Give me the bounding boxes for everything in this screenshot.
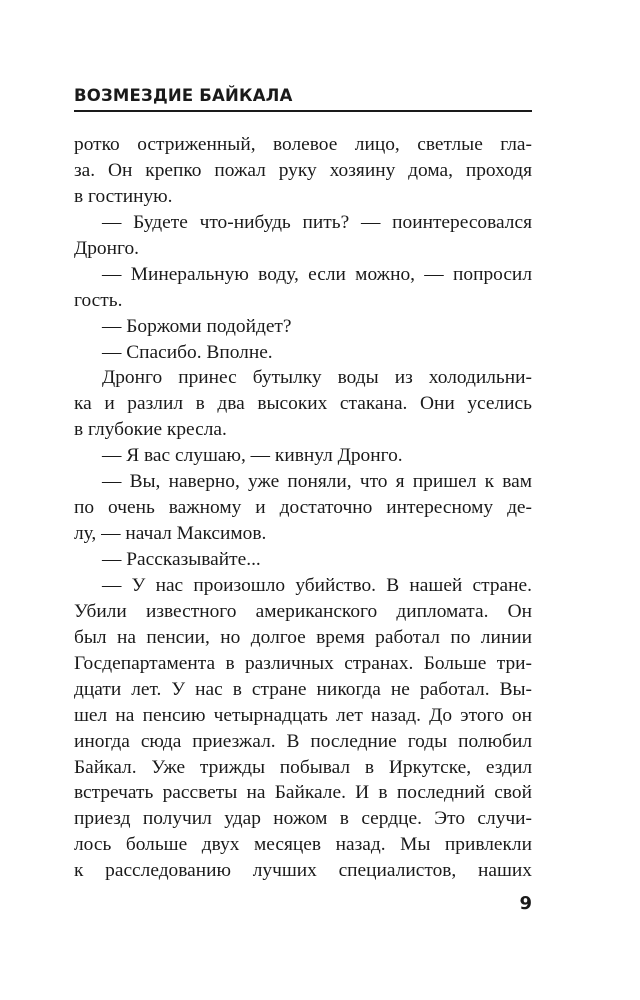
text-line: — Вы, наверно, уже поняли, что я пришел к вам [102,471,532,493]
body-text [74,132,532,884]
text-line: лу, — начал Максимов. [74,523,267,545]
text-line: — Спасибо. Вполне. [102,341,273,363]
text-line: встречать рассветы на Байкале. И в последний свой [74,782,532,804]
text-line: Убили известного американского дипломата. Он [74,600,532,622]
text-line: Дронго принес бутылку воды из холодильни- [102,367,532,389]
text-line: ротко остриженный, волевое лицо, светлые гла- [74,134,532,155]
text-line: лось больше двух месяцев назад. Мы привлекли [74,834,532,856]
text-line: Дронго. [74,237,140,259]
text-line: по очень важному и достаточно интересному де- [74,497,532,519]
text-line: Госдепартамента в различных странах. Больше три- [74,652,532,674]
text-line: приезд получил удар ножом в сердце. Это случи- [74,808,532,830]
text-line: к расследованию лучших специалистов, наших [74,860,532,882]
text-line: ка и разлил в два высоких стакана. Они уселись [74,393,532,415]
text-line: в гостиную. [74,185,173,207]
text-line: шел на пенсию четырнадцать лет назад. До этого он [74,704,532,726]
header-rule [74,110,532,112]
text-line: иногда сюда приезжал. В последние годы полюбил [74,730,532,752]
text-line: в глубокие кресла. [74,419,227,441]
text-line: гость. [74,289,123,311]
text-line: — У нас произошло убийство. В нашей стране. [102,574,532,596]
text-line: — Боржоми подойдет? [102,315,292,337]
text-line: — Рассказывайте... [102,549,261,570]
text-line: дцати лет. У нас в стране никогда не работал. Вы- [74,678,532,700]
text-line: — Минеральную воду, если можно, — попросил [102,263,532,285]
text-line: — Я вас слушаю, — кивнул Дронго. [102,445,403,467]
running-title: ВОЗМЕЗДИЕ БАЙКАЛА [74,86,293,105]
text-line: был на пенсии, но долгое время работал по линии [74,626,532,648]
text-line: Байкал. Уже трижды побывал в Иркутске, ездил [74,756,532,778]
page-number: 9 [519,893,532,914]
text-line: за. Он крепко пожал руку хозяину дома, проходя [74,159,532,181]
text-line: — Будете что-нибудь пить? — поинтересовался [102,211,532,233]
